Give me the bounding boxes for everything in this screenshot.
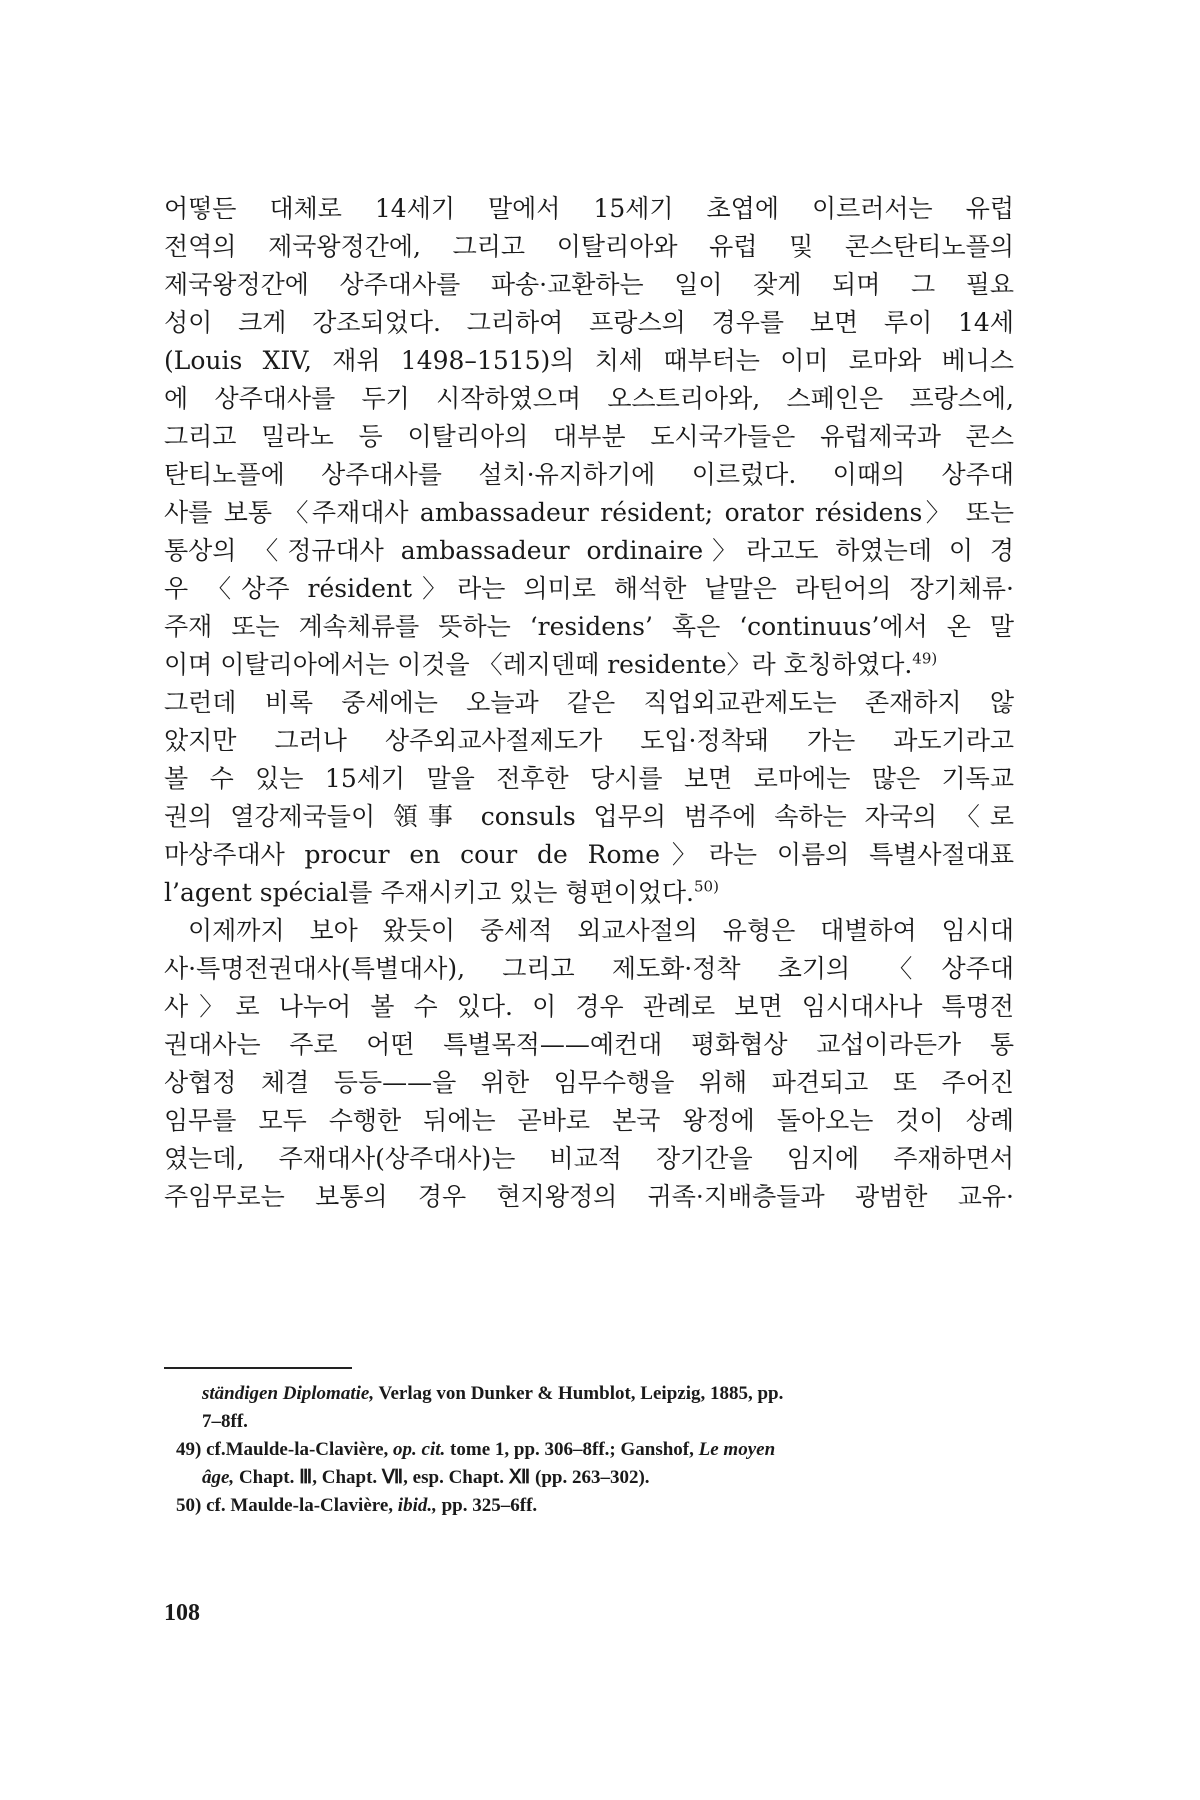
- text-line: 사를 보통 〈주재대사 ambassadeur résident; orator résidens〉 또는: [164, 498, 1014, 527]
- footnote-label: 49): [176, 1439, 202, 1460]
- footnote-49: [176, 1436, 1016, 1464]
- text-line: 상협정 체결 등등——을 위한 임무수행을 위해 파견되고 또 주어진: [164, 1068, 1014, 1097]
- text-line: 그런데 비록 중세에는 오늘과 같은 직업외교관제도는 존재하지 않: [164, 688, 1014, 717]
- footnote-50: [176, 1492, 1016, 1520]
- footnote-title: op. cit.: [393, 1439, 446, 1460]
- text-line: 임무를 모두 수행한 뒤에는 곧바로 본국 왕정에 돌아오는 것이 상례: [164, 1106, 1014, 1135]
- footnote-text: tome 1, pp. 306–8ff.; Ganshof,: [450, 1439, 694, 1460]
- text-line: 사·특명전권대사(특별대사), 그리고 제도화·정착 초기의 〈상주대: [164, 954, 1014, 983]
- footnote-title: ibid.,: [397, 1495, 437, 1516]
- text-line: 주임무로는 보통의 경우 현지왕정의 귀족·지배층들과 광범한 교유·: [164, 1182, 1014, 1211]
- footnote-text: pp. 325–6ff.: [441, 1495, 538, 1516]
- footnote-title: âge,: [202, 1467, 235, 1488]
- text-line: 에 상주대사를 두기 시작하였으며 오스트리아와, 스페인은 프랑스에,: [164, 384, 1014, 413]
- text-line: 았지만 그러나 상주외교사절제도가 도입·정착돼 가는 과도기라고: [164, 726, 1014, 755]
- text-line: 성이 크게 강조되었다. 그리하여 프랑스의 경우를 보면 루이 14세: [164, 308, 1014, 337]
- text-line: 어떻든 대체로 14세기 말에서 15세기 초엽에 이르러서는 유럽: [164, 194, 1014, 223]
- footnote-title: ständigen Diplomatie,: [202, 1383, 375, 1404]
- footnotes: [176, 1380, 1016, 1520]
- footnote-title: Le moyen: [698, 1439, 776, 1460]
- text-line: 사〉로 나누어 볼 수 있다. 이 경우 관례로 보면 임시대사나 특명전: [164, 992, 1014, 1021]
- footnote-ref-50[interactable]: 50): [694, 877, 719, 896]
- text-line: 우 〈상주 résident〉라는 의미로 해석한 낱말은 라틴어의 장기체류·: [164, 574, 1014, 603]
- text-line: 볼 수 있는 15세기 말을 전후한 당시를 보면 로마에는 많은 기독교: [164, 764, 1014, 793]
- footnote-continuation: [176, 1380, 1016, 1408]
- footnote-49-continuation: [176, 1464, 1016, 1492]
- text-line: 권대사는 주로 어떤 특별목적——예컨대 평화협상 교섭이라든가 통: [164, 1030, 1014, 1059]
- footnote-ref-49[interactable]: 49): [912, 649, 938, 668]
- footnote-text: Chapt. Ⅲ, Chapt. Ⅶ, esp. Chapt. Ⅻ (pp. 263–302).: [238, 1467, 650, 1488]
- text-line: (Louis XIV, 재위 1498–1515)의 치세 때부터는 이미 로마와 베니스: [164, 346, 1014, 375]
- footnote-text: cf. Maulde-la-Clavière,: [206, 1495, 394, 1516]
- text-line: [164, 646, 1014, 684]
- footnote-text: Verlag von Dunker & Humblot, Leipzig, 1885, pp.: [378, 1383, 784, 1404]
- text-line: 마상주대사 procur en cour de Rome〉라는 이름의 특별사절대표: [164, 840, 1014, 869]
- footnote-label: 50): [176, 1495, 202, 1516]
- footnote-continuation: 7–8ff.: [202, 1411, 248, 1432]
- text-line: 였는데, 주재대사(상주대사)는 비교적 장기간을 임지에 주재하면서: [164, 1144, 1014, 1173]
- text-line: 주재 또는 계속체류를 뜻하는 ‘residens’ 혹은 ‘continuus’에서 온 말: [164, 612, 1014, 641]
- text-line-content: 이며 이탈리아에서는 이것을 〈레지덴떼 residente〉라 호칭하였다.: [164, 650, 913, 679]
- text-line: 제국왕정간에 상주대사를 파송·교환하는 일이 잦게 되며 그 필요: [164, 270, 1014, 299]
- text-line-content: l’agent spécial를 주재시키고 있는 형편이었다.: [164, 878, 695, 907]
- text-line: 탄티노플에 상주대사를 설치·유지하기에 이르렀다. 이때의 상주대: [164, 460, 1014, 489]
- text-line: 전역의 제국왕정간에, 그리고 이탈리아와 유럽 및 콘스탄티노플의: [164, 232, 1014, 261]
- footnote-divider: [164, 1367, 352, 1369]
- text-line: 이제까지 보아 왔듯이 중세적 외교사절의 유형은 대별하여 임시대: [188, 916, 1014, 945]
- text-line: [164, 874, 1014, 912]
- main-text: [164, 190, 1014, 1216]
- text-line: 통상의 〈정규대사 ambassadeur ordinaire〉라고도 하였는데 이 경: [164, 536, 1014, 565]
- page-number: 108: [164, 1600, 200, 1626]
- text-line: 권의 열강제국들이 領事 consuls 업무의 범주에 속하는 자국의 〈로: [164, 802, 1014, 831]
- text-line: 그리고 밀라노 등 이탈리아의 대부분 도시국가들은 유럽제국과 콘스: [164, 422, 1014, 451]
- footnote-text: cf.Maulde-la-Clavière,: [206, 1439, 389, 1460]
